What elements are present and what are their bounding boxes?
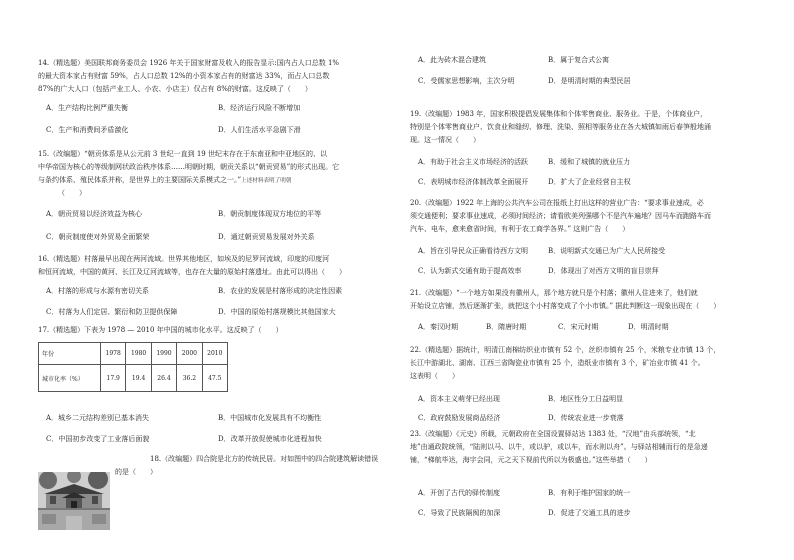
question-16-option-a: A．村落的形成与水源有密切关系 — [46, 287, 150, 295]
question-20-option-b: B．说明新式交通已为广大人民所接受 — [548, 247, 666, 255]
question-line: 14.（精选题）美国联邦商务委员会 1926 年关于国家财富及收入的报告显示:国内占人口总数 1% — [38, 59, 340, 67]
answer-blank: （ ） — [58, 189, 86, 197]
question-22-option-d: D．传统农业进一步衰落 — [548, 414, 624, 422]
question-15-option-a: A．朝贡贸易以经济效益为核心 — [46, 210, 143, 218]
question-18-option-a: A．此为砖木混合建筑 — [418, 56, 487, 64]
question-21-stem — [410, 287, 720, 313]
table-header-row — [39, 343, 228, 365]
question-23-option-c: C．导致了民族隔阂的加深 — [418, 509, 501, 517]
table-row — [39, 365, 228, 392]
question-14-option-d: D．人们生活水平急剧下滑 — [218, 126, 301, 134]
question-line: 87%的广大人口（包括产业工人、小农、小店主）仅占有 8%的财富。这反映了（ ） — [38, 85, 312, 93]
question-19-option-b: B．缓和了城镇的就业压力 — [548, 158, 631, 166]
question-line: 17.（精选题）下表为 1978 — 2010 年中国的城市化水平。这反映了（ ） — [38, 326, 283, 334]
question-line: 15.（改编题）“朝贡体系是从公元前 3 世纪一直到 19 世纪末存在于东南亚和中亚地区的、以 — [38, 150, 327, 158]
question-23-option-d: D．促进了交通工具的进步 — [548, 509, 631, 517]
question-20-stem — [410, 197, 711, 236]
question-16-stem — [38, 253, 346, 279]
question-line — [38, 174, 339, 187]
right-column — [410, 0, 770, 560]
table-value: 47.5 — [202, 365, 227, 392]
question-19-option-d: D．扩大了企业经营自主权 — [548, 178, 631, 186]
question-23-option-a: A．开创了古代的驿传制度 — [418, 489, 501, 497]
question-line: 须交通便利；要求事业速成，必须时间经济；请看欧美列强哪个不是汽车遍地？因马车而跑路车而 — [410, 212, 711, 220]
question-line: 16.（精选题）村落最早出现在两河流域。世界其他地区，如埃及的尼罗河流域，印度的印度河 — [38, 255, 330, 263]
question-line: 这表明（ ） — [410, 372, 459, 380]
question-20-option-c: C．认为新式交通有助于提高效率 — [418, 267, 522, 275]
table-row-label: 城市化率（%） — [39, 365, 101, 392]
question-20-option-a: A．旨在引导民众正确看待西方文明 — [418, 247, 529, 255]
question-17-option-a: A．城乡二元结构差别已基本消失 — [46, 414, 150, 422]
question-18-line: 的是（ ） — [115, 468, 157, 476]
question-17-option-c: C．中国初步改变了工业落后面貌 — [46, 435, 150, 443]
question-line-tail: 上述材料表明了明朝 — [241, 178, 292, 184]
question-18-option-c: C．受儒家思想影响，主次分明 — [418, 77, 515, 85]
courtyard-house-image — [38, 472, 110, 530]
question-16-option-d: D．中国的原始村落规模比其他国家大 — [218, 308, 336, 316]
table-year: 2000 — [177, 343, 202, 365]
question-14-stem — [38, 57, 339, 96]
question-19-option-a: A．有助于社会主义市场经济的活跃 — [418, 158, 529, 166]
question-line: 地”由通政院统领，“陆则以马、以牛，或以驴，或以车，而水则以舟”。与驿站相辅而行的是急递 — [410, 443, 708, 451]
question-19-option-c: C．表明城市经济体制改革全面展开 — [418, 178, 529, 186]
question-21-option-d: D．明清时期 — [628, 323, 669, 331]
question-23-option-b: B．有利于维护国家的统一 — [548, 489, 631, 497]
question-21-option-a: A．秦汉时期 — [418, 323, 459, 331]
table-year: 2010 — [202, 343, 227, 365]
question-18-option-d: D．是明清时期的典型民居 — [548, 77, 631, 85]
question-22-stem — [410, 344, 720, 383]
urbanization-table — [38, 342, 228, 392]
question-22-option-a: A．资本主义萌芽已经出现 — [418, 395, 501, 403]
question-17-option-d: D．改革开放促使城市化进程加快 — [218, 435, 322, 443]
question-22-option-c: C．政府鼓励发展商品经济 — [418, 414, 501, 422]
question-21-option-c: C．宋元时期 — [558, 323, 599, 331]
table-header-label: 年份 — [39, 343, 101, 365]
question-14-option-c: C．生产和消费间矛盾激化 — [46, 126, 129, 134]
question-line: 22.（精选题）据统计，明清江南棉纺织业市镇有 52 个，丝织市镇有 25 个，米粮专业市镇 13 个， — [410, 346, 721, 354]
question-17-stem — [38, 324, 283, 337]
question-line: 中华帝国为核心的等级制网状政治秩序体系……明朝时期，朝贡关系以“朝贡贸易”的形式出现。它 — [38, 163, 340, 171]
question-line: 和恒河流域，中国的黄河、长江及辽河流域等，也存在大量的原始村落遗址。由此可以得出（ ） — [38, 268, 346, 276]
question-18-option-b: B．属于复合式公寓 — [548, 56, 610, 64]
question-line: 19.（改编题）1983 年，国家积极提倡发展集体和个体零售商业、服务业。于是，个体商业户， — [410, 110, 708, 118]
question-line: 铺，“梯航毕达，海宇会同，元之天下视前代所以为极盛也。”这些举措（ ） — [410, 456, 652, 464]
question-line: 长江中游湖北、湖南、江西三省陶瓷业市镇有 25 个，造纸业市镇有 3 个，矿冶业市镇 41 个。 — [410, 359, 705, 367]
left-column — [38, 0, 394, 560]
question-18-line: 18.（改编题）四合院是北方的传统民居。对如图中的四合院建筑解读错误 — [150, 455, 379, 463]
question-15-option-b: B．朝贡制度体现双方地位的平等 — [218, 210, 322, 218]
question-15-option-d: D．通过朝贡贸易发展对外关系 — [218, 233, 315, 241]
table-value: 17.9 — [101, 365, 126, 392]
table-year: 1990 — [151, 343, 176, 365]
question-16-option-c: C．村落为人们定居、繁衍和防卫提供保障 — [46, 308, 178, 316]
question-14-option-a: A．生产结构比例严重失衡 — [46, 104, 129, 112]
question-15-stem — [38, 148, 339, 200]
question-line: 汽车、电车，愈来愈省时间，有利于农工商学各界。” 这则广告（ ） — [410, 225, 630, 233]
question-14-option-b: B．经济运行风险不断增加 — [218, 104, 301, 112]
table-year: 1980 — [126, 343, 151, 365]
question-22-option-b: B．地区性分工日益明显 — [548, 395, 624, 403]
question-line: 21.（改编题）“一个地方如果没有徽州人，那个地方就只是个村落；徽州人住进来了，他们就 — [410, 289, 698, 297]
question-line: 20.（改编题）1922 年上海的公共汽车公司在报纸上打出这样的营业广告：“要求事业速成，必 — [410, 199, 704, 207]
question-line: 特别是个体零售商业户、饮食业和缝纫、修理、洗染、照相等服务业在各大城镇如雨后春笋般地涌 — [410, 123, 711, 131]
question-17-option-b: B．中国城市化发展具有不均衡性 — [218, 414, 322, 422]
table-value: 36.2 — [177, 365, 202, 392]
question-line-text: 与条约体系、殖民体系并称，是世界上的主要国际关系模式之一。” — [38, 176, 242, 184]
question-15-option-c: C．朝贡制度使对外贸易全面繁荣 — [46, 233, 150, 241]
question-20-option-d: D．体现出了对西方文明的盲目崇拜 — [548, 267, 659, 275]
question-line: 的最大资本家占有财富 59%，占人口总数 12%的小资本家占有的财富达 33%，而占人口总数 — [38, 72, 330, 80]
table-value: 19.4 — [126, 365, 151, 392]
question-line: 23.（改编题）《元史》所载，元朝政府在全国设置驿站达 1383 处，“汉地”由兵部统领，“北 — [410, 430, 696, 438]
question-23-stem — [410, 428, 708, 467]
question-16-option-b: B．农业的发展是村落形成的决定性因素 — [218, 287, 343, 295]
table-value: 26.4 — [151, 365, 176, 392]
question-line: 开始设立店铺，然后逐渐扩张，就把这个小村落变成了个小市镇。” 据此判断这一现象出现在（ ） — [410, 302, 721, 310]
table-year: 1978 — [101, 343, 126, 365]
question-19-stem — [410, 108, 711, 147]
question-21-option-b: B．隋唐时期 — [486, 323, 527, 331]
question-line: 现。这一情况（ ） — [410, 136, 480, 144]
